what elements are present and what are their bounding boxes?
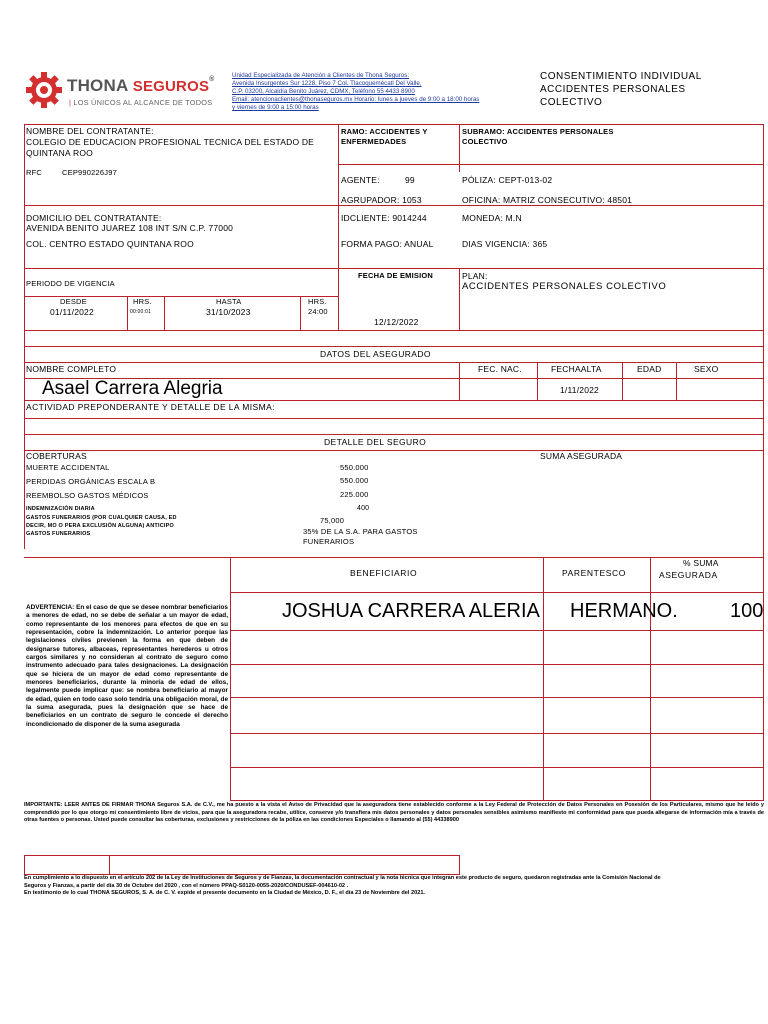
logo-brand	[67, 76, 215, 96]
oficina-consecutivo: OFICINA: MATRIZ CONSECUTIVO: 48501	[462, 195, 633, 205]
contact-line: C.P. 03200, Alcaldía Benito Juárez, CDMX, Teléfono 55 4433 8900	[232, 88, 415, 95]
dias-vigencia: DIAS VIGENCIA: 365	[462, 239, 548, 249]
footer-line: En cumplimiento a lo dispuesto en el artículo 202 de la Ley de Instituciones de Seguros y de Fianzas, la documentación contractual y la nota técnica que integran este producto de seguro, quedaron registradas ante la Comisión Nacional de	[24, 875, 661, 881]
agrupador: AGRUPADOR: 1053	[341, 195, 422, 205]
advertencia-text: ADVERTENCIA: En el caso de que se desee nombrar beneficiarios a menores de edad, no se debe de señalar a un mayor de edad, como representante de los menores para efectos de que en su representación, cobre la indemnización. Lo anterior porque las legislaciones civiles previenen la forma en que deben de designarse tutores, albaceas, representantes herederos u otros cargos similares y no consideran al contrato de seguro como instrumento adecuado para tales designaciones. La designación que se hiciera de un mayor de edad como representante de menores beneficiarios, durante la minoría de edad de ellos, legalmente puede implicar que: se nombra beneficiario al mayor de edad, quien en todo caso solo tendría una obligación moral, de la suma asegurada, pues la designación que se hace de beneficiarios en un contrato de seguro le concede el derecho incondicionado de disponer de la suma asegurada	[26, 604, 228, 728]
footer-line: En testimonio de lo cual THONA SEGUROS, S. A. de C. V. expide el presente documento en la Ciudad de México, D. F., el día 23 de Noviembre del 2021.	[24, 890, 425, 897]
logo-tagline-separator: |	[69, 98, 72, 107]
col-sexo: SEXO	[694, 364, 719, 374]
contratante-name-line2: QUINTANA ROO	[26, 148, 93, 158]
periodo-vigencia-label: PERIODO DE VIGENCIA	[26, 279, 115, 288]
col-fecha-alta: FECHAALTA	[551, 364, 602, 374]
coverage-amount: 400	[357, 505, 370, 512]
coverage-amount: 225.000	[340, 490, 369, 499]
rfc-value: CEP990226J97	[62, 168, 117, 177]
coverage-name: INDEMNIZACIÓN DIARIA	[26, 506, 95, 512]
footer-legal	[24, 875, 764, 898]
coverage-amount: 550.000	[340, 476, 369, 485]
hrs-hasta-value: 24:00	[308, 307, 328, 316]
col-pct-asegurada: ASEGURADA	[659, 570, 718, 580]
asegurado-nombre: Asael Carrera Alegria	[42, 378, 223, 399]
actividad-label: ACTIVIDAD PREPONDERANTE Y DETALLE DE LA MISMA:	[26, 402, 275, 412]
title-line: CONSENTIMIENTO INDIVIDUAL	[540, 71, 702, 82]
contact-line: Avenida Insurgentes Sur 1228, Piso 7 Col. Tlacoquemécatl Del Valle,	[232, 80, 422, 87]
moneda: MONEDA: M.N	[462, 213, 522, 223]
subramo-label-2: COLECTIVO	[462, 137, 508, 146]
asegurado-fecha-alta: 1/11/2022	[560, 385, 599, 395]
thona-gear-icon	[24, 70, 64, 110]
coverage-name: REEMBOLSO GASTOS MÉDICOS	[26, 491, 149, 500]
importante-notice: IMPORTANTE: LEER ANTES DE FIRMAR THONA Seguros S.A. de C.V., me ha puesto a la vista el Aviso de Privacidad que la aseguradora tiene establecido conforme a la Ley Federal de Protección de Datos Personales en Posesión de los Particulares, mismo que he leído y comprendido por lo que otorgo mi consentimiento libre de vicios, para que la aseguradora recabe, utilice, conserve y/o transfiera mis datos personales y datos personales sensibles asimismo manifiesto mi conformidad para que pueda allegarse de información mía a través de otras fuentes o personas. Usted puede consultar las coberturas, exclusiones y restricciones de la póliza en las condiciones Especiales o llamando al (55) 44338900	[24, 802, 764, 824]
coverage-funerarios-line3: GASTOS FUNERARIOS	[26, 531, 91, 537]
title-line: COLECTIVO	[540, 97, 603, 108]
agente-label: AGENTE:	[341, 175, 380, 185]
agente-value: 99	[405, 175, 415, 185]
signature-box[interactable]	[24, 855, 460, 874]
hasta-label: HASTA	[216, 297, 242, 306]
coverage-name: MUERTE ACCIDENTAL	[26, 463, 110, 472]
desde-label: DESDE	[60, 297, 87, 306]
col-beneficiario: BENEFICIARIO	[350, 568, 418, 578]
detalle-seguro-title: DETALLE DEL SEGURO	[324, 437, 427, 447]
coberturas-label: COBERTURAS	[26, 451, 87, 461]
domicilio-label: DOMICILIO DEL CONTRATANTE:	[26, 213, 162, 223]
hrs-desde-value: 00:00:01	[130, 309, 152, 315]
coverage-funerarios-note: FUNERARIOS	[303, 537, 355, 546]
col-fec-nac: FEC. NAC.	[478, 364, 522, 374]
colonia-value: COL. CENTRO ESTADO QUINTANA ROO	[26, 239, 194, 249]
plan-value: ACCIDENTES PERSONALES COLECTIVO	[462, 281, 667, 292]
idcliente: IDCLIENTE: 9014244	[341, 213, 427, 223]
customer-service-contact[interactable]	[232, 72, 537, 112]
emision-value: 12/12/2022	[374, 317, 419, 327]
beneficiary-parentesco: HERMANO.	[570, 600, 678, 622]
hrs-hasta-label: HRS.	[308, 297, 327, 306]
coverage-funerarios-line1: GASTOS FUNERARIOS (POR CUALQUIER CAUSA, ED	[26, 515, 177, 521]
coverage-name: PERDIDAS ORGÁNICAS ESCALA B	[26, 477, 156, 486]
logo-brand-suffix: SEGUROS	[132, 78, 210, 95]
subramo-label: SUBRAMO: ACCIDENTES PERSONALES	[462, 127, 614, 136]
contratante-name-line1: COLEGIO DE EDUCACION PROFESIONAL TECNICA DEL ESTADO DE	[26, 137, 315, 147]
logo-tagline	[69, 98, 212, 107]
hasta-value: 31/10/2023	[206, 307, 251, 317]
beneficiary-pct: 100	[730, 600, 764, 622]
forma-pago: FORMA PAGO: ANUAL	[341, 239, 434, 249]
col-parentesco: PARENTESCO	[562, 568, 626, 578]
contact-line: Unidad Especializada de Atención a Clientes de Thona Seguros:	[232, 72, 410, 79]
emision-label: FECHA DE EMISION	[358, 271, 434, 280]
coverage-funerarios-line2: DECIR, MO O PERA EXCLUSIÓN ALGUNA) ANTICIPO	[26, 523, 174, 529]
contratante-label: NOMBRE DEL CONTRATANTE:	[26, 126, 154, 136]
contact-line: y viernes de 9:00 a 15:00 horas	[232, 104, 319, 111]
poliza-number: PÓLIZA: CEPT-013-02	[462, 175, 553, 185]
document-title	[540, 70, 702, 109]
title-line: ACCIDENTES PERSONALES	[540, 84, 686, 95]
logo-tagline-text: LOS ÚNICOS AL ALCANCE DE TODOS	[73, 98, 213, 107]
desde-value: 01/11/2022	[50, 307, 94, 317]
rfc-label: RFC	[26, 168, 43, 177]
domicilio-value: AVENIDA BENITO JUAREZ 108 INT S/N C.P. 77000	[26, 223, 234, 233]
ramo-label-2: ENFERMEDADES	[341, 137, 407, 146]
coverage-funerarios-amount: 75,000	[320, 516, 345, 525]
col-pct-suma: % SUMA	[683, 558, 719, 568]
coverage-funerarios-note: 35% DE LA S.A. PARA GASTOS	[303, 527, 418, 536]
contact-email-line[interactable]: Email: atencionaclientes@thonaseguros.mx Horario: lunes a jueves de 9:00 a 18:00 horas	[232, 96, 480, 103]
ramo-label: RAMO: ACCIDENTES Y	[341, 127, 428, 136]
suma-asegurada-label: SUMA ASEGURADA	[540, 451, 623, 461]
plan-label: PLAN:	[462, 271, 488, 281]
logo-registered-mark: ®	[209, 76, 215, 83]
col-nombre-completo: NOMBRE COMPLETO	[26, 364, 117, 374]
datos-asegurado-title: DATOS DEL ASEGURADO	[320, 349, 431, 359]
beneficiary-name: JOSHUA CARRERA ALERIA	[282, 600, 540, 622]
hrs-desde-label: HRS.	[133, 297, 152, 306]
coverage-amount: 550.000	[340, 463, 369, 472]
logo-brand-name: THONA	[67, 76, 128, 95]
col-edad: EDAD	[637, 364, 662, 374]
footer-line: Seguros y Fianzas, a partir del día 30 de Octubre del 2020 , con el número PPAQ-S0120-0055-2020/CONDUSEF-004610-02 .	[24, 882, 349, 889]
